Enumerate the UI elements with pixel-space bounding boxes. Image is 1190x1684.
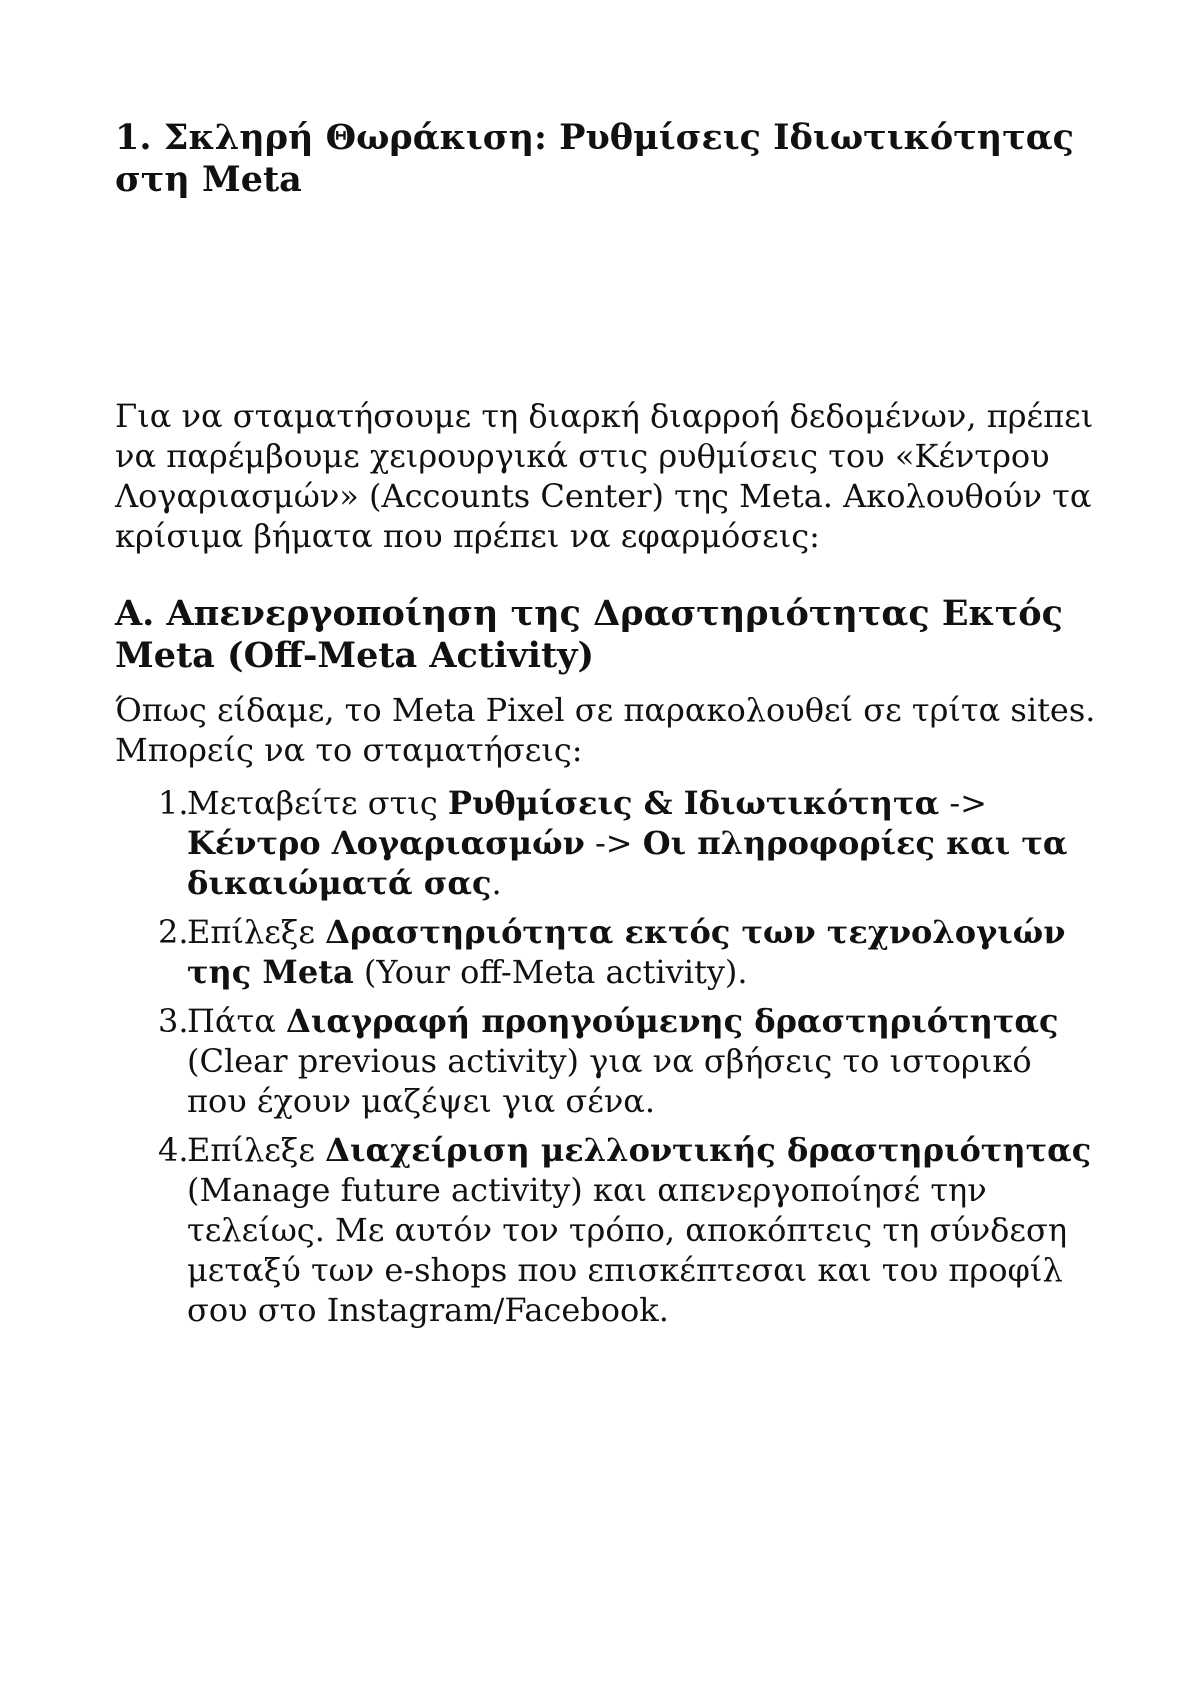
step-bold-text: Διαχείριση μελλοντικής δραστηριότητας xyxy=(325,1131,1092,1169)
step-text xyxy=(187,1131,1091,1329)
step-item xyxy=(115,1130,1100,1330)
step-plain-text: Μεταβείτε στις xyxy=(187,784,448,822)
step-plain-text: -> xyxy=(939,784,987,822)
intro-paragraph: Για να σταματήσουμε τη διαρκή διαρροή δεδομένων, πρέπει να παρέμβουμε χειρουργικά στις ρυθμίσεις του «Κέντρου Λογαριασμών» (Accounts Center) της Meta. Ακολουθούν τα κρίσιμα βήματα που πρέπει να εφαρμόσεις: xyxy=(115,397,1094,555)
step-number: 2. xyxy=(158,913,189,951)
step-bold-text: Δραστηριότητα εκτός των τεχνολογιών της Meta xyxy=(187,913,1066,991)
steps-list xyxy=(115,783,1100,1339)
step-number: 1. xyxy=(158,784,189,822)
step-plain-text: (Clear previous activity) για να σβήσεις το ιστορικό που έχουν μαζέψει για σένα. xyxy=(187,1042,1032,1120)
step-number: 3. xyxy=(158,1002,189,1040)
step-text xyxy=(187,1002,1058,1120)
step-plain-text: . xyxy=(491,864,502,902)
step-plain-text: Επίλεξε xyxy=(187,1131,326,1169)
section-a-heading: A. Απενεργοποίηση της Δραστηριότητας Εκτός Meta (Off-Meta Activity) xyxy=(115,593,1063,676)
step-item xyxy=(115,912,1100,992)
section-a-paragraph: Όπως είδαμε, το Meta Pixel σε παρακολουθεί σε τρίτα sites. Μπορείς να το σταματήσεις: xyxy=(115,691,1096,769)
step-item xyxy=(115,1001,1100,1121)
step-number: 4. xyxy=(158,1131,189,1169)
step-bold-text: Διαγραφή προηγούμενης δραστηριότητας xyxy=(286,1002,1059,1040)
step-text xyxy=(187,784,1068,902)
step-bold-text: Οι πληροφορίες και τα δικαιώματά σας xyxy=(187,824,1068,902)
step-bold-text: Ρυθμίσεις & Ιδιωτικότητα xyxy=(447,784,940,822)
step-item xyxy=(115,783,1100,903)
step-text xyxy=(187,913,1065,991)
step-bold-text: Κέντρο Λογαριασμών xyxy=(187,824,585,862)
step-plain-text: Επίλεξε xyxy=(187,913,326,951)
step-plain-text: Πάτα xyxy=(187,1002,286,1040)
main-heading: 1. Σκληρή Θωράκιση: Ρυθμίσεις Ιδιωτικότητας στη Meta xyxy=(115,117,1074,200)
step-plain-text: (Your off-Meta activity). xyxy=(353,953,748,991)
step-plain-text: -> xyxy=(584,824,643,862)
step-plain-text: (Manage future activity) και απενεργοποίησέ την τελείως. Με αυτόν τον τρόπο, αποκόπτεις τη σύνδεση μεταξύ των e-shops που επισκέπτεσαι και του προφίλ σου στο Instagram/Facebook. xyxy=(187,1171,1068,1329)
